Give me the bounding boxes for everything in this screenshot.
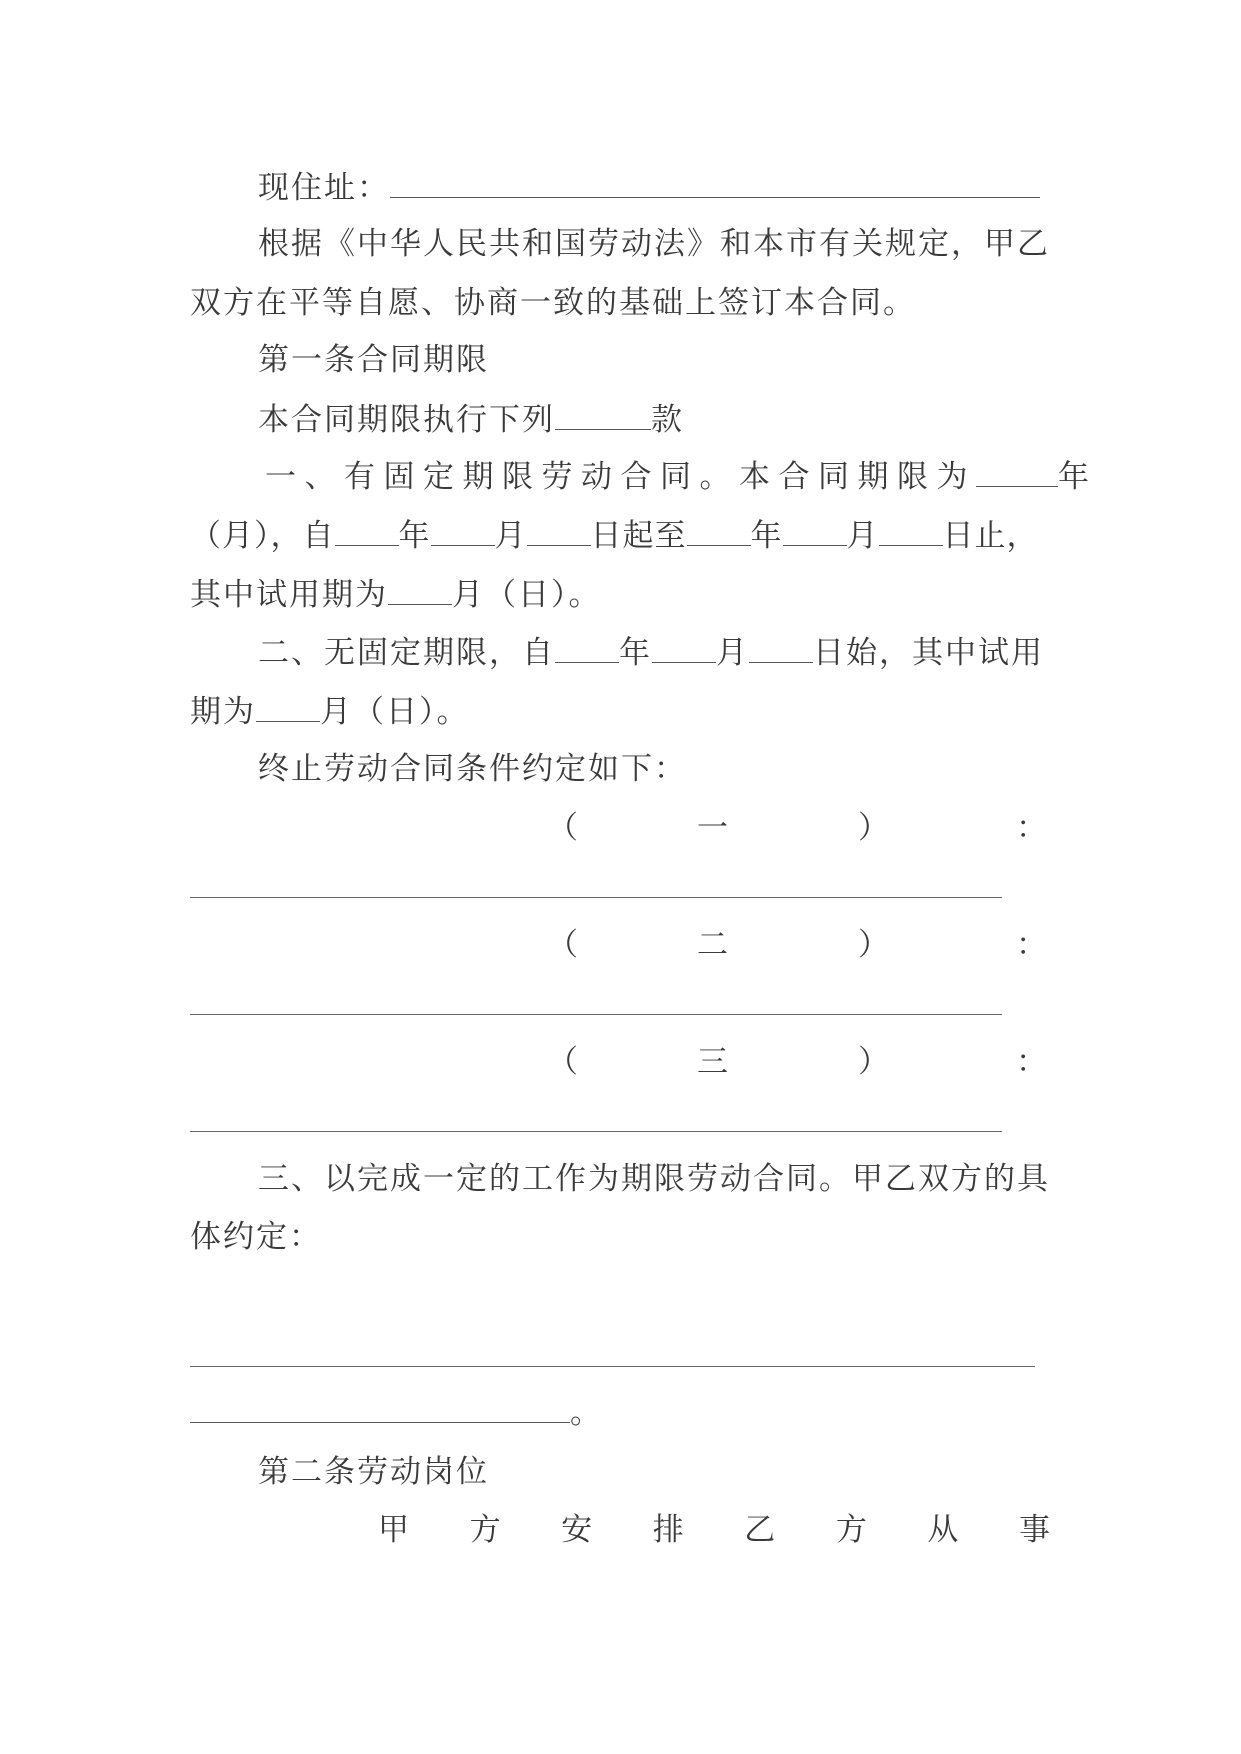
open-term-label: 二、无固定期限，自 <box>258 635 555 671</box>
justified-char: 甲 <box>378 1512 409 1548</box>
open-probation-unit: 月（日）。 <box>320 694 470 730</box>
justified-char: 从 <box>927 1512 959 1548</box>
end-year-unit: 年 <box>750 518 783 554</box>
condition-number: 二 <box>697 927 728 963</box>
condition-colon: ： <box>1016 927 1047 963</box>
condition-colon: ： <box>1016 810 1047 846</box>
end-month-blank[interactable] <box>783 515 847 546</box>
condition-row-3 <box>190 1042 1050 1082</box>
start-year-unit: 年 <box>398 518 431 554</box>
task-agreement-line-2 <box>190 1392 603 1433</box>
task-agreement-blank-2[interactable] <box>190 1392 570 1423</box>
condition-close-paren: ） <box>858 927 889 963</box>
start-day-to-label: 日起至 <box>590 518 687 554</box>
task-end-period: 。 <box>570 1395 603 1431</box>
condition-colon: ： <box>1016 1044 1047 1080</box>
intro-line-1: 根据《中华人民共和国劳动法》和本市有关规定，甲乙 <box>258 226 1050 262</box>
condition-open-paren: （ <box>547 810 578 846</box>
start-day-blank[interactable] <box>527 515 591 546</box>
clause-number-blank[interactable] <box>555 399 651 430</box>
condition-1-blank[interactable] <box>190 897 1002 898</box>
condition-number: 三 <box>697 1044 728 1080</box>
open-term-line-2 <box>190 691 470 732</box>
probation-blank[interactable] <box>388 574 452 605</box>
open-probation-label: 期为 <box>190 694 256 730</box>
end-day-unit: 日止， <box>942 518 1039 554</box>
task-term-line-1: 三、以完成一定的工作为期限劳动合同。甲乙双方的具 <box>258 1161 1050 1197</box>
condition-number: 一 <box>697 810 728 846</box>
open-start-month-blank[interactable] <box>652 632 716 663</box>
condition-close-paren: ） <box>858 1044 889 1080</box>
open-month-unit: 月 <box>716 635 749 671</box>
end-month-unit: 月 <box>846 518 879 554</box>
fixed-term-line-1 <box>265 456 1098 497</box>
article-1-title: 第一条合同期限 <box>258 342 489 378</box>
start-year-blank[interactable] <box>335 515 399 546</box>
intro-line-2: 双方在平等自愿、协商一致的基础上签订本合同。 <box>190 285 916 321</box>
address-blank[interactable] <box>390 167 1040 198</box>
condition-3-blank[interactable] <box>190 1131 1002 1132</box>
termination-label: 终止劳动合同条件约定如下： <box>258 751 687 787</box>
term-years-blank[interactable] <box>976 456 1058 487</box>
open-term-line-1 <box>258 632 1044 673</box>
condition-row-2 <box>190 925 1050 965</box>
end-day-blank[interactable] <box>879 515 943 546</box>
justified-char: 排 <box>652 1512 684 1548</box>
condition-open-paren: （ <box>547 1044 578 1080</box>
open-start-year-blank[interactable] <box>555 632 619 663</box>
article-2-justified-line <box>378 1510 1050 1550</box>
probation-unit: 月（日）。 <box>452 577 602 613</box>
justified-char: 乙 <box>744 1512 776 1548</box>
justified-char: 方 <box>469 1512 501 1548</box>
start-month-blank[interactable] <box>431 515 495 546</box>
task-agreement-blank-1[interactable] <box>190 1366 1035 1367</box>
fixed-term-from-label: （月），自 <box>190 518 335 554</box>
fixed-term-text: 一、有固定期限劳动合同。本合同期限为 <box>265 459 976 495</box>
address-line <box>258 167 1040 208</box>
justified-char: 安 <box>561 1512 593 1548</box>
justified-char: 方 <box>835 1512 867 1548</box>
fixed-term-line-3 <box>190 574 602 615</box>
open-probation-blank[interactable] <box>256 691 320 722</box>
start-month-unit: 月 <box>494 518 527 554</box>
condition-2-blank[interactable] <box>190 1014 1002 1015</box>
open-day-label: 日始，其中试用 <box>813 635 1044 671</box>
clause-select-pre: 本合同期限执行下列 <box>258 402 555 438</box>
task-term-line-2: 体约定： <box>190 1219 322 1255</box>
fixed-term-year-unit: 年 <box>1058 459 1098 495</box>
fixed-term-line-2 <box>190 515 1039 556</box>
condition-row-1 <box>190 808 1050 848</box>
clause-select-post: 款 <box>651 402 684 438</box>
address-label: 现住址： <box>258 170 390 206</box>
open-year-unit: 年 <box>619 635 652 671</box>
condition-open-paren: （ <box>547 927 578 963</box>
article-2-title: 第二条劳动岗位 <box>258 1454 489 1490</box>
open-start-day-blank[interactable] <box>749 632 813 663</box>
clause-select-line <box>258 399 684 440</box>
end-year-blank[interactable] <box>687 515 751 546</box>
condition-close-paren: ） <box>858 810 889 846</box>
probation-label: 其中试用期为 <box>190 577 388 613</box>
justified-char: 事 <box>1018 1512 1050 1548</box>
